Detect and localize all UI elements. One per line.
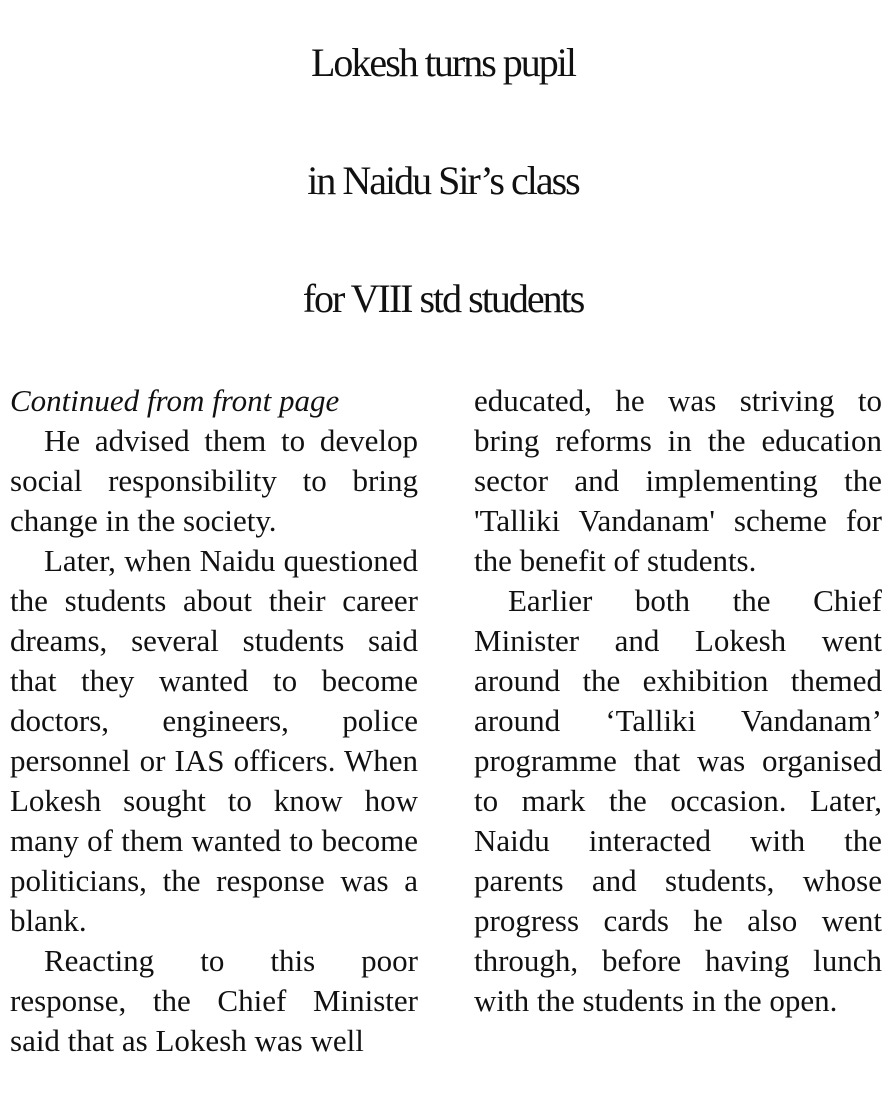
article-column-left bbox=[10, 381, 418, 1061]
paragraph-advice: He advised them to develop social responsibility to bring change in the society. bbox=[10, 423, 418, 538]
article-column-right bbox=[474, 381, 882, 1021]
paragraph-reforms: educated, he was striving to bring reforms in the education sector and implementing the 'Talliki Vandanam' scheme for the benefit of students. bbox=[474, 383, 882, 578]
paragraph-career-dreams: Later, when Naidu questioned the students about their career dreams, several students said that they wanted to become doctors, engineers, police personnel or IAS officers. When Lokesh sought to know how many of them wanted to become politicians, the response was a blank. bbox=[10, 543, 418, 938]
paragraph-reaction: Reacting to this poor response, the Chief Minister said that as Lokesh was well bbox=[10, 943, 418, 1058]
headline-line-1: Lokesh turns pupil bbox=[311, 40, 575, 85]
headline-line-3: for VIII std students bbox=[302, 276, 584, 321]
continued-note: Continued from front page bbox=[10, 383, 340, 418]
headline bbox=[8, 4, 878, 358]
paragraph-exhibition: Earlier both the Chief Minister and Lokesh went around the exhibition themed around ‘Talliki Vandanam’ programme that was organised to mark the occasion. Later, Naidu interacted with the parents and students, whose progress cards he also went through, before having lunch with the students in the open. bbox=[474, 583, 882, 1018]
headline-line-2: in Naidu Sir’s class bbox=[307, 158, 579, 203]
